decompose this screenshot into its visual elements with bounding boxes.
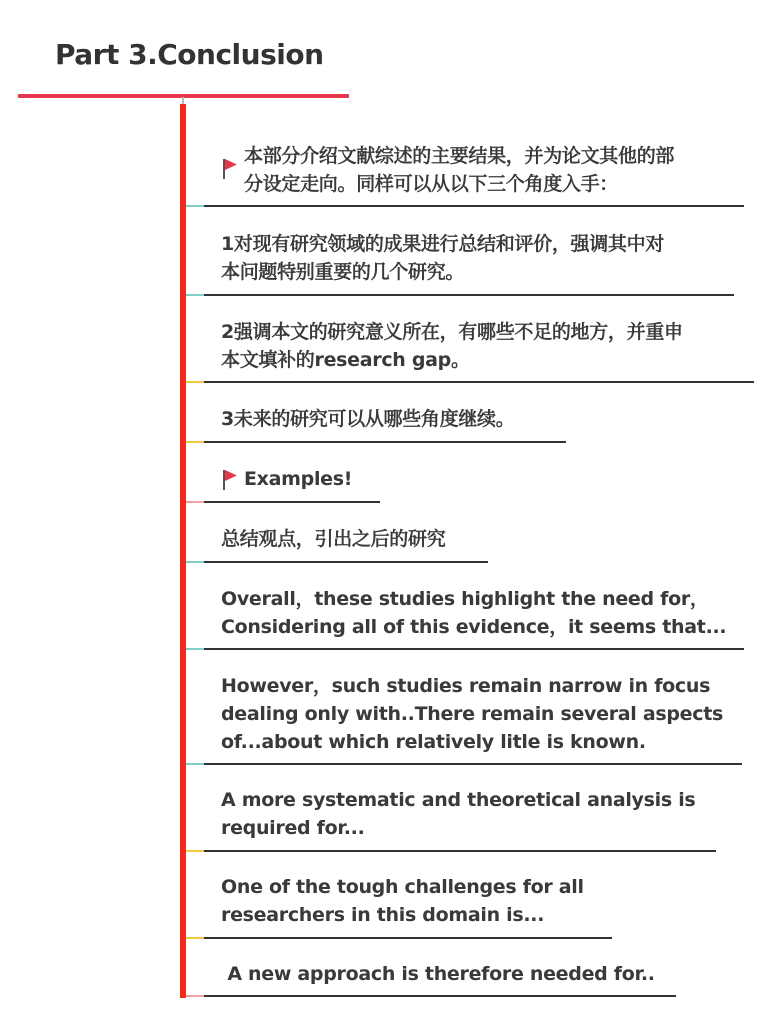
node-text-line: 3未来的研究可以从哪些角度继续。 (221, 408, 515, 430)
node-underline (204, 850, 716, 852)
node-underline (204, 294, 734, 296)
node-underline (204, 381, 754, 383)
node-text-line: 1对现有研究领域的成果进行总结和评价，强调其中对 (221, 233, 665, 255)
page-title: Part 3.Conclusion (55, 38, 324, 71)
node-underline (204, 561, 488, 563)
node-text-line: 分设定走向。同样可以从以下三个角度入手： (244, 173, 619, 195)
mindmap-spine (180, 104, 186, 998)
node-text-line: 本问题特别重要的几个研究。 (221, 261, 465, 283)
branch-connector (186, 294, 204, 296)
node-text (221, 405, 514, 433)
node-text (244, 465, 352, 493)
node-text-line: 本部分介绍文献综述的主要结果，并为论文其他的部 (244, 145, 675, 167)
node-underline (204, 648, 744, 650)
node-text-line: A more systematic and theoretical analysis is (221, 789, 696, 811)
node-text-line: dealing only with..There remain several aspects (221, 703, 724, 725)
branch-connector (186, 648, 204, 650)
node-text (221, 230, 664, 286)
flag-icon (222, 469, 238, 491)
node-text-line: Examples! (244, 468, 353, 490)
node-text-line: 2强调本文的研究意义所在，有哪些不足的地方，并重申 (221, 321, 683, 343)
branch-connector (186, 561, 204, 563)
branch-connector (186, 441, 204, 443)
node-underline (204, 763, 742, 765)
node-text (221, 786, 695, 842)
branch-connector (186, 937, 204, 939)
node-text-line: One of the tough challenges for all (221, 876, 584, 898)
node-text-line: Considering all of this evidence，it seems that... (221, 616, 727, 638)
node-underline (204, 501, 380, 503)
node-text-line: researchers in this domain is... (221, 904, 545, 926)
node-text (221, 525, 445, 553)
node-text-line: Overall，these studies highlight the need for， (221, 588, 709, 610)
branch-connector (186, 763, 204, 765)
flag-icon (222, 158, 238, 180)
node-text (221, 960, 655, 988)
node-text (221, 585, 726, 641)
node-text (221, 672, 723, 756)
branch-connector (186, 381, 204, 383)
node-underline (204, 937, 612, 939)
node-underline (204, 995, 676, 997)
branch-connector (186, 850, 204, 852)
branch-connector (186, 995, 204, 997)
node-text-line: of...about which relatively litle is known. (221, 731, 646, 753)
node-underline (204, 441, 566, 443)
branch-connector (186, 501, 204, 503)
branch-connector (186, 205, 204, 207)
node-text (221, 318, 683, 374)
node-underline (204, 205, 744, 207)
node-text (244, 142, 674, 198)
node-text-line: 总结观点，引出之后的研究 (221, 528, 446, 550)
node-text-line: 本文填补的research gap。 (221, 349, 470, 371)
node-text (221, 873, 584, 929)
node-text-line: However，such studies remain narrow in focus (221, 675, 711, 697)
node-text-line: A new approach is therefore needed for.. (221, 963, 655, 985)
node-text-line: required for... (221, 817, 365, 839)
